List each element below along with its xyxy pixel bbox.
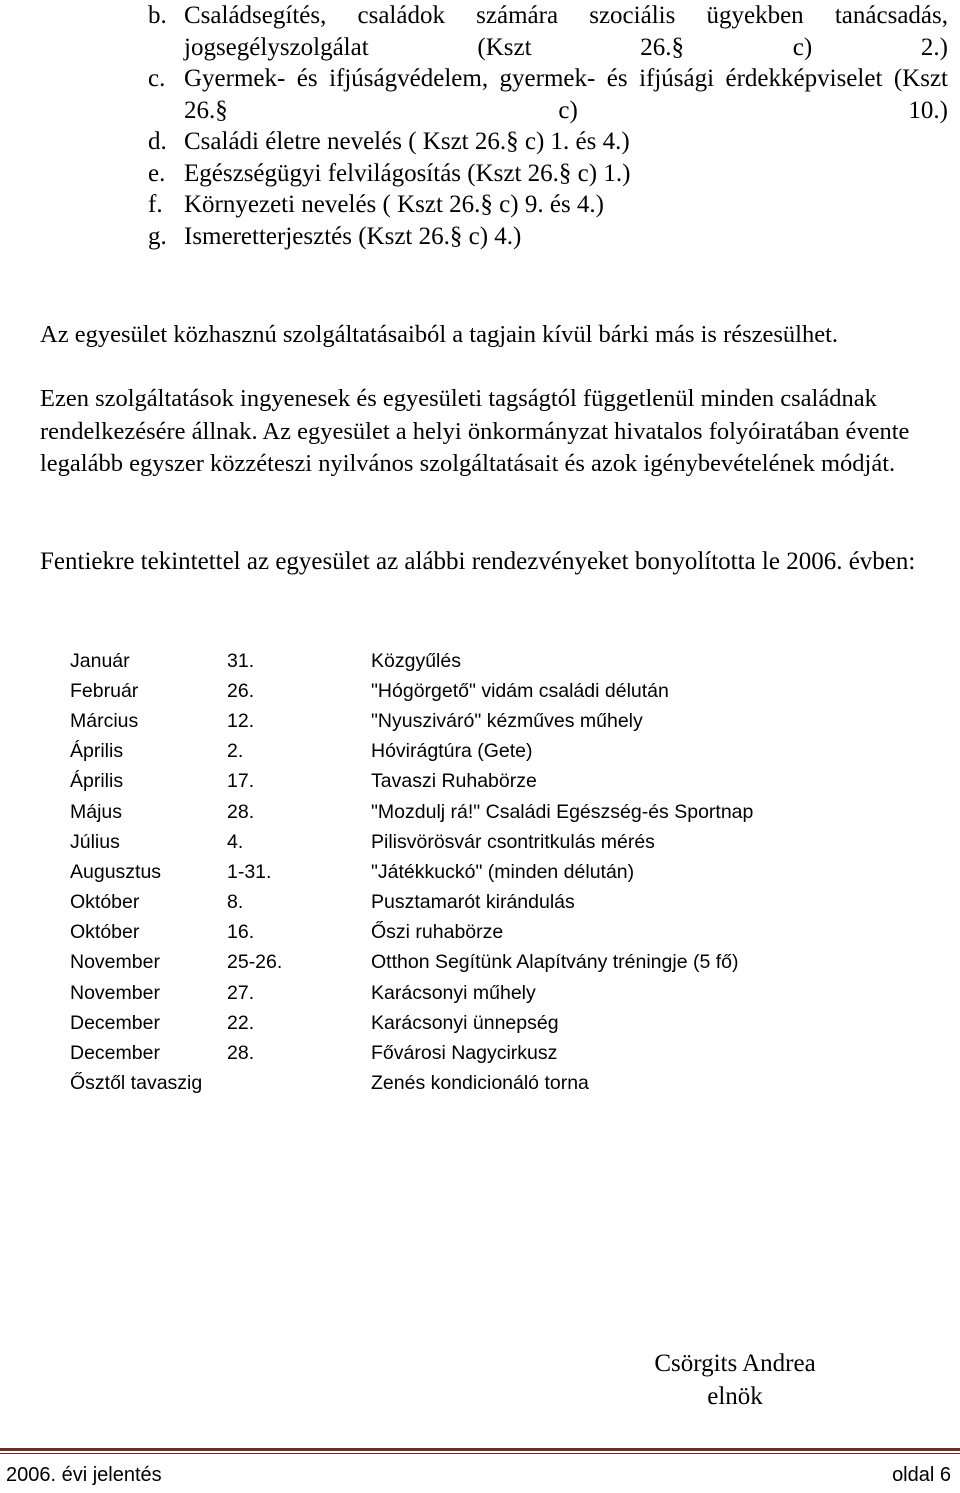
event-day: 2.	[227, 740, 244, 763]
event-row	[70, 1038, 753, 1068]
activity-list	[148, 0, 948, 252]
event-month: November	[70, 951, 160, 974]
event-day: 8.	[227, 891, 244, 914]
event-month: November	[70, 981, 160, 1004]
event-row	[70, 857, 753, 887]
event-day	[227, 1069, 371, 1099]
list-marker: e.	[148, 159, 166, 187]
event-row	[70, 918, 753, 948]
footer-report-title: 2006. évi jelentés	[6, 1464, 162, 1486]
event-day: 31.	[227, 649, 255, 672]
event-day: 25-26.	[227, 951, 283, 974]
event-day: 22.	[227, 1011, 255, 1034]
event-month: Október	[70, 891, 140, 914]
event-name: "Játékkuckó" (minden délután)	[371, 860, 635, 883]
footer-divider	[0, 1448, 960, 1451]
event-name: Tavaszi Ruhabörze	[371, 770, 537, 793]
event-name: Pusztamarót kirándulás	[371, 891, 575, 914]
paragraph-events-intro: Fentiekre tekintettel az egyesület az alábbi rendezvényeket bonyolította le 2006. évben:	[40, 548, 916, 575]
event-row	[70, 948, 753, 978]
events-table	[70, 646, 753, 1099]
list-item-text: Gyermek- és ifjúságvédelem, gyermek- és ifjúsági érdekképviselet (Kszt 26.§ c) 10.)	[184, 65, 948, 124]
event-day: 28.	[227, 800, 255, 823]
list-item	[148, 221, 948, 253]
event-month: Április	[70, 740, 124, 763]
event-month: Április	[70, 770, 124, 793]
event-row	[70, 797, 753, 827]
list-marker: d.	[148, 128, 167, 155]
list-item	[148, 126, 948, 158]
event-name: Otthon Segítünk Alapítvány tréningje (5 fő)	[371, 951, 739, 974]
event-month: December	[70, 1011, 160, 1034]
event-row	[70, 978, 753, 1008]
event-row	[70, 1008, 753, 1038]
event-name: Közgyűlés	[371, 649, 461, 672]
event-row	[70, 737, 753, 767]
event-day: 17.	[227, 770, 255, 793]
list-marker: c.	[148, 65, 166, 92]
list-item	[148, 0, 948, 63]
event-name: Karácsonyi műhely	[371, 981, 536, 1004]
event-month: Október	[70, 921, 140, 944]
event-day: 26.	[227, 679, 255, 702]
event-month: Január	[70, 649, 130, 672]
event-month: Ősztől tavaszig	[70, 1072, 203, 1095]
event-name: Őszi ruhabörze	[371, 921, 504, 944]
event-month: December	[70, 1042, 160, 1065]
event-row	[70, 827, 753, 857]
list-marker: f.	[148, 191, 163, 218]
page-footer	[6, 1464, 951, 1487]
event-month: Augusztus	[70, 860, 162, 883]
list-item-text: Egészségügyi felvilágosítás (Kszt 26.§ c) 1.)	[184, 159, 631, 187]
list-item	[148, 158, 948, 190]
event-name: Fővárosi Nagycirkusz	[371, 1042, 558, 1065]
footer-divider-thin	[0, 1453, 960, 1454]
paragraph-public-benefit: Az egyesület közhasznú szolgáltatásaiból a tagjain kívül bárki más is részesülhet.	[40, 321, 839, 348]
event-row	[70, 706, 753, 736]
event-day: 1-31.	[227, 860, 272, 883]
events-table-body	[70, 646, 753, 1099]
event-day: 12.	[227, 709, 255, 732]
event-name: Pilisvörösvár csontritkulás mérés	[371, 830, 655, 853]
event-row	[70, 767, 753, 797]
event-day: 4.	[227, 830, 244, 853]
event-row	[70, 1069, 753, 1099]
event-month: Július	[70, 830, 120, 853]
event-row	[70, 676, 753, 706]
event-day: 28.	[227, 1042, 255, 1065]
event-row	[70, 888, 753, 918]
event-month: Március	[70, 709, 139, 732]
list-item	[148, 63, 948, 126]
event-name: Zenés kondicionáló torna	[371, 1072, 589, 1095]
event-month: Május	[70, 800, 123, 823]
event-name: "Hógörgető" vidám családi délután	[371, 679, 669, 702]
event-day: 16.	[227, 921, 255, 944]
footer-page-number: oldal 6	[892, 1464, 951, 1486]
list-item-text: Ismeretterjesztés (Kszt 26.§ c) 4.)	[184, 222, 522, 250]
paragraph-free-services: Ezen szolgáltatások ingyenesek és egyesületi tagságtól függetlenül minden családnak rendelkezésére állnak. Az egyesület a helyi önkormányzat hivatalos folyóiratában évente legalább egyszer közzéteszi nyilvános szolgáltatásait és azok igénybevételének módját.	[40, 385, 910, 477]
list-item-text: Környezeti nevelés ( Kszt 26.§ c) 9. és 4.)	[184, 191, 604, 218]
list-item-text: Családsegítés, családok számára szociális ügyekben tanácsadás, jogsegélyszolgálat (Kszt 26.§ c) 2.)	[184, 2, 948, 61]
signature-title: elnök	[707, 1383, 763, 1410]
signature-name: Csörgits Andrea	[654, 1350, 816, 1377]
event-name: "Mozdulj rá!" Családi Egészség-és Sportnap	[371, 800, 754, 823]
event-name: Hóvirágtúra (Gete)	[371, 740, 533, 763]
event-name: Karácsonyi ünnepség	[371, 1011, 559, 1034]
list-item	[148, 189, 948, 221]
list-marker: g.	[148, 222, 167, 250]
event-name: "Nyusziváró" kézműves műhely	[371, 709, 643, 732]
event-month: Február	[70, 679, 139, 702]
list-marker: b.	[148, 2, 167, 29]
list-item-text: Családi életre nevelés ( Kszt 26.§ c) 1. és 4.)	[184, 128, 630, 155]
event-day: 27.	[227, 981, 255, 1004]
event-row	[70, 646, 753, 676]
